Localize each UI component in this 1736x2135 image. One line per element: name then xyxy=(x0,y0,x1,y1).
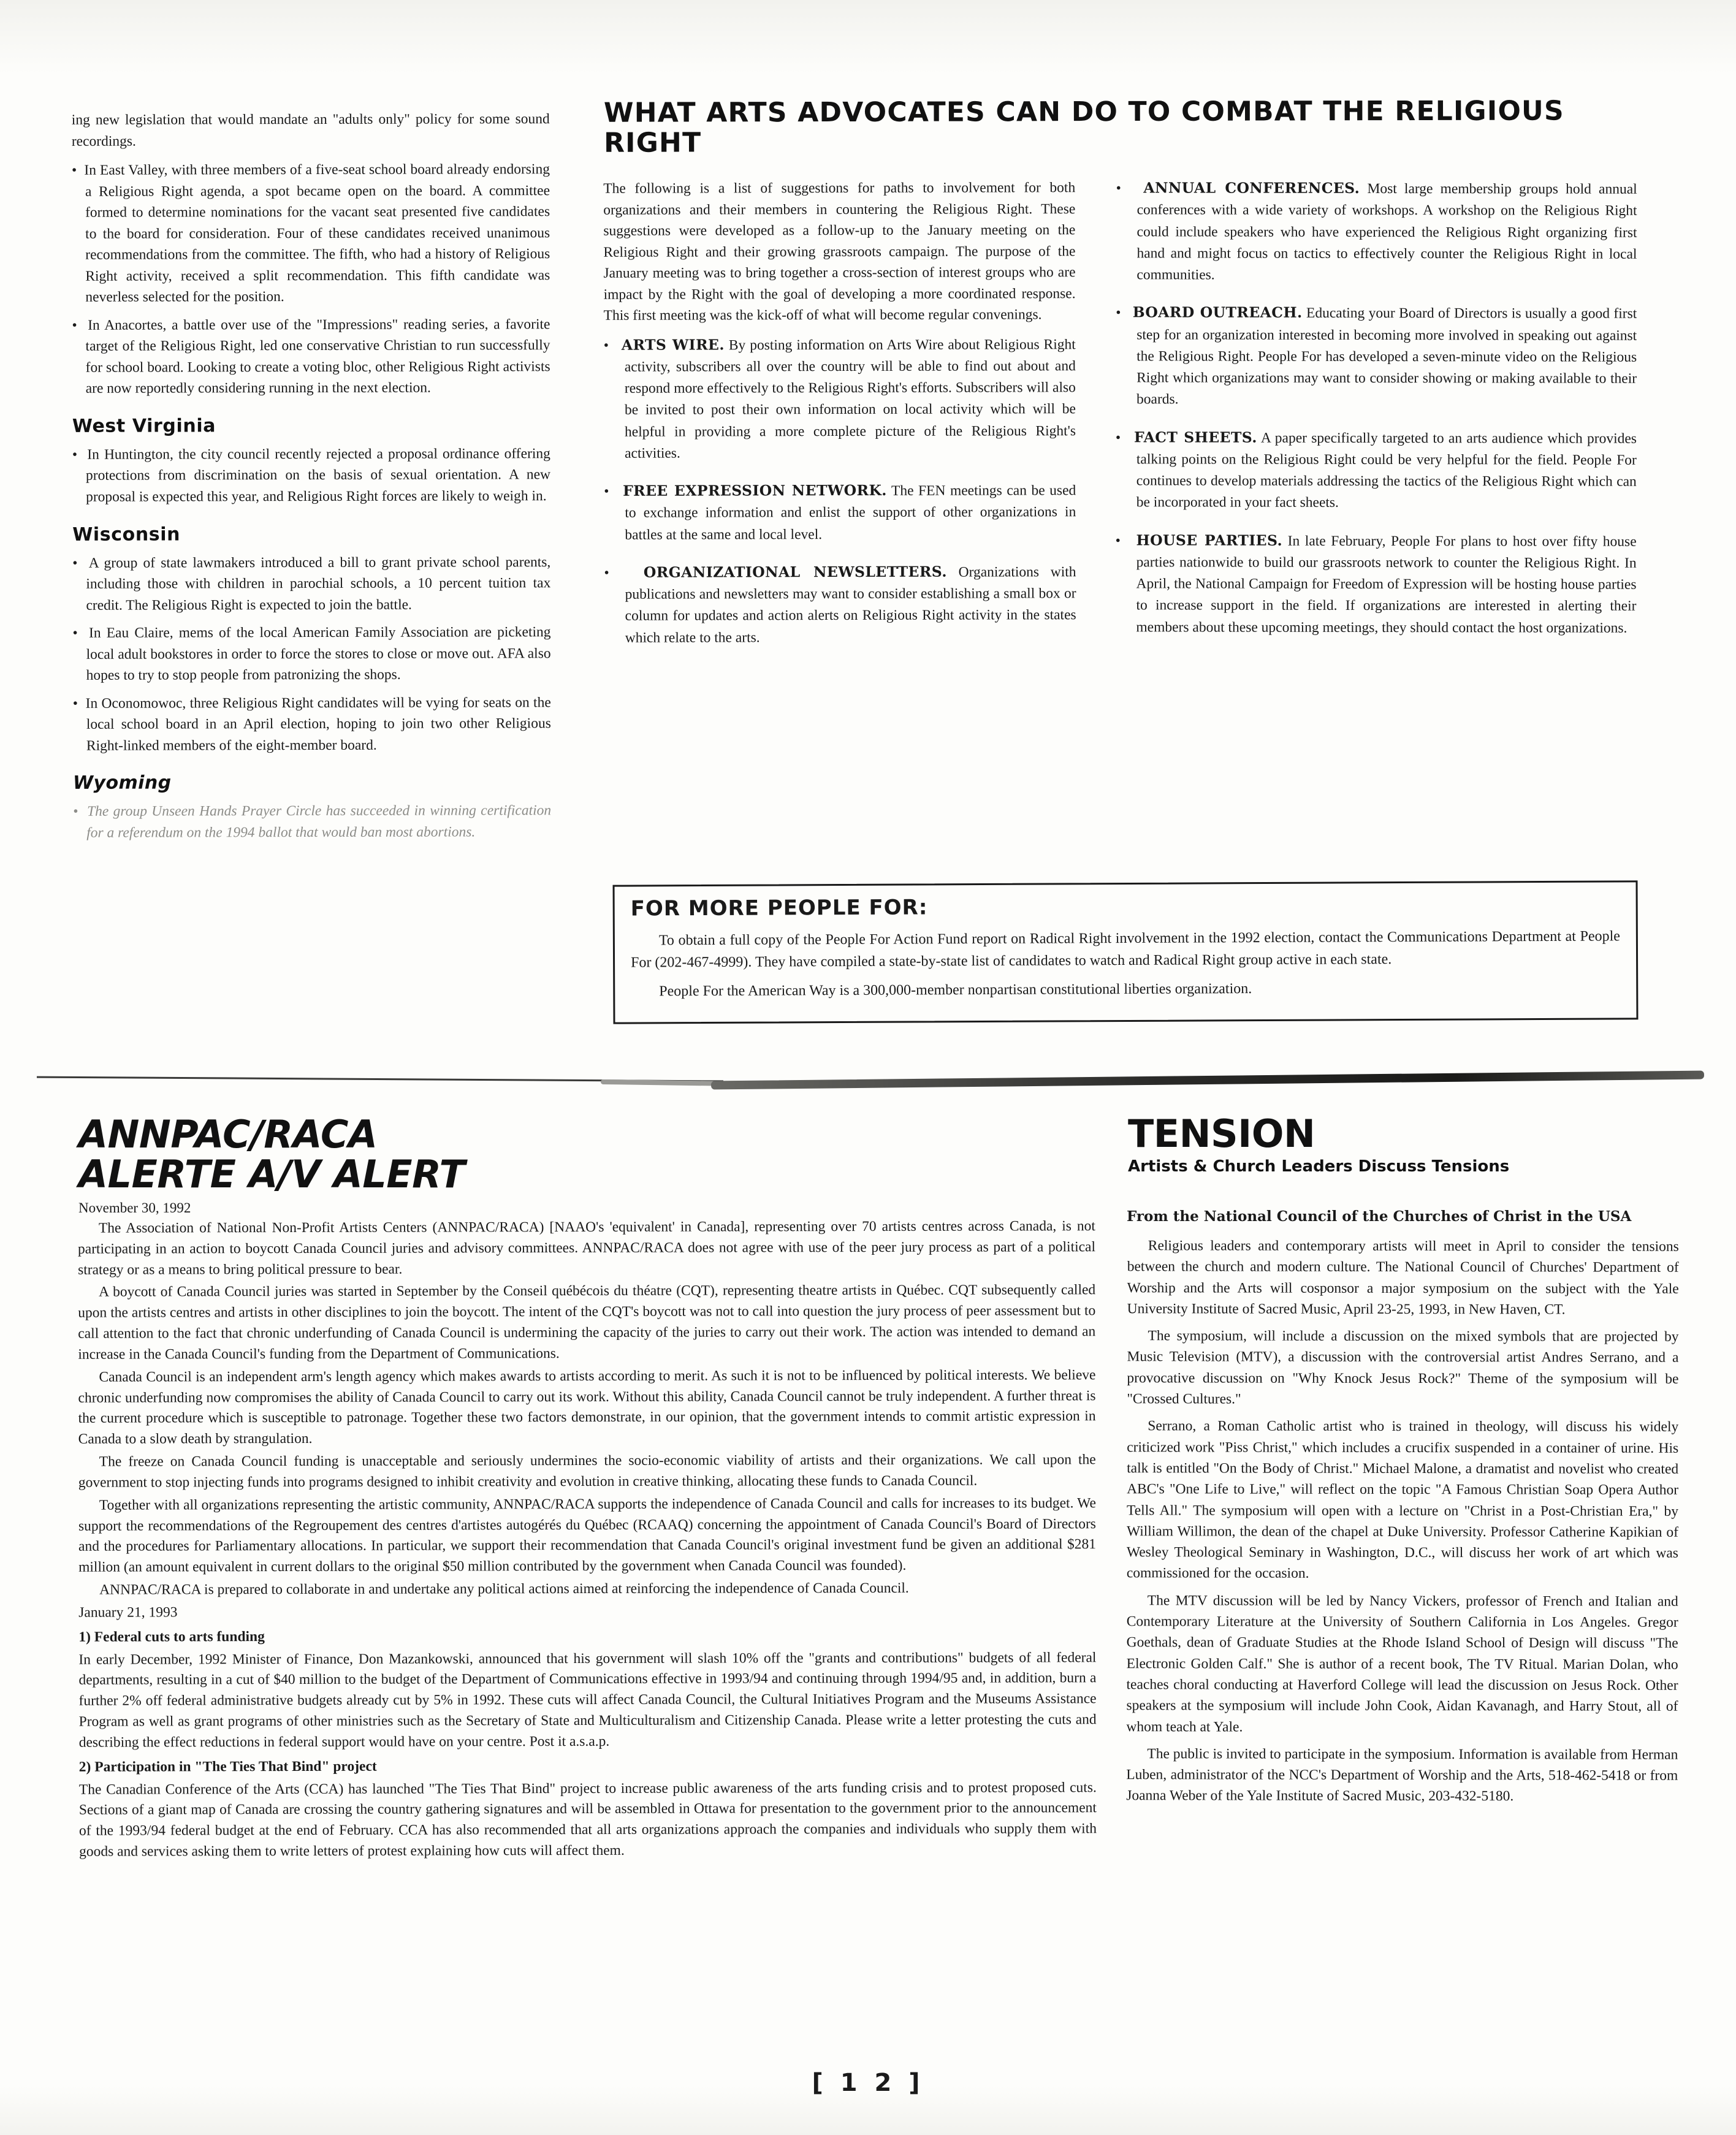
advocacy-item-lead: ANNUAL CONFERENCES. xyxy=(1143,179,1360,197)
advocacy-item-lead: HOUSE PARTIES. xyxy=(1136,531,1283,549)
advocacy-item xyxy=(1115,530,1636,639)
advocacy-item-lead: ORGANIZATIONAL NEWSLETTERS. xyxy=(643,563,947,581)
state-bullet: • In Huntington, the city council recently rejected a proposal ordinance offering protections from discrimination on the basis of sexual orientation. A new proposal is expected this year, and Religious Right forces are likely to weigh in. xyxy=(72,443,550,508)
page-number: [ 1 2 ] xyxy=(812,2069,924,2097)
advocacy-item-text: Organizations with publications and newsletters may want to consider establishing a small box or column for updates and action alerts on Religious Right activity in the states which relate to the arts. xyxy=(625,564,1076,646)
annpac-paragraph: The freeze on Canada Council funding is unacceptable and seriously undermines the socio-economic viability of artists and their organizations. We call upon the government to stop injecting funds into programs designed to inhibit creativity and evolution in creative thinking, allocating these funds to Canada Council. xyxy=(78,1452,1096,1491)
annpac-paragraph: ANNPAC/RACA is prepared to collaborate in and undertake any political actions aimed at reinforcing the independence of Canada Council. xyxy=(99,1580,909,1598)
lower-article-block xyxy=(0,1097,1736,2135)
annpac-body xyxy=(78,1216,1097,1864)
annpac-subsection-text: The Canadian Conference of the Arts (CCA) has launched "The Ties That Bind" project to increase public awareness of the arts funding crisis and to protest proposed cuts. Sections of a giant map of Canada are crossing the country gathering signatures and will be assembled in Ottawa for presentation to the government prior to the announcement of the 1993/94 federal budget at the end of February. CCA has also recommended that all arts organizations approach the companies and individuals who supply them with goods and services asking them to write letters of protest explaining how cuts will affect them. xyxy=(78,1779,1097,1860)
tension-paragraph: Religious leaders and contemporary artists will meet in April to consider the tensions between the church and modern culture. The National Council of Churches' Department of Worship and the Arts will cosponsor a major symposium on the subject with the Yale University Institute of Sacred Music, April 23-25, 1993, in New Haven, CT. xyxy=(1127,1238,1679,1318)
torn-paper-divider xyxy=(0,1064,1736,1100)
tension-paragraph: Serrano, a Roman Catholic artist who is trained in theology, will discuss his widely criticized work "Piss Christ," which includes a crucifix suspended in a container of urine. His talk is entitled "On the Body of Christ." Michael Malone, a dramatist and novelist who created ABC's "One Life to Live," will reflect on the topic "A Famous Christian Soap Opera Author Tells All." The symposium will open with a lecture on "Christ in a Post-Christian Era," by William Willimon, the dean of the chapel at Duke University. Professor Catherine Kapikian of Wesley Theological Seminary in Washington, D.C., will discuss her work of art which was commissioned for the occasion. xyxy=(1126,1418,1679,1582)
state-bullet: • In East Valley, with three members of a five-seat school board already endorsing a Religious Right agenda, a spot became open on the board. A committee formed to determine nominations for the vacant seat presented five candidates to the board for consideration. Four of these candidates received unanimous recommendations from the committee. The fifth, who had a history of Religious Right activity, received a split recommendation. This fifth candidate was neverless selected for the position. xyxy=(72,159,550,308)
annpac-subheading: 1) Federal cuts to arts funding xyxy=(78,1628,265,1645)
state-heading-wyoming: Wyoming xyxy=(73,772,172,794)
tension-body xyxy=(1126,1235,1679,1813)
advocacy-item-text: By posting information on Arts Wire about Religious Right activity, subscribers all over the country will be able to find out about and respond more effectively to the Religious Right's efforts. Subscribers will also be invited to post their own information on local activity which will be helpful in providing a more complete picture of the Religious Right's activities. xyxy=(624,336,1076,462)
for-more-info-box xyxy=(613,880,1639,1024)
annpac-paragraph: Canada Council is an independent arm's length agency which makes awards to artists according to merit. As such it is not to be influenced by political interests. We believe chronic underfunding now compromises the ability of Canada Council to carry out its work. Without this ability, Canada Council cannot be truly independent. A further threat is the current procedure which is susceptible to patronage. Together these two factors demonstrate, in our opinion, that the government intends to commit artistic expression in Canada to a slow death by strangulation. xyxy=(78,1367,1096,1448)
advocacy-item xyxy=(1116,177,1637,287)
advocacy-item-text: Educating your Board of Directors is usually a good first step for an organization interested in becoming more involved in speaking out against the Religious Right. People For has developed a seven-minute video on the Religious Right which organizations may want to consider showing or making available to their boards. xyxy=(1136,305,1637,408)
for-more-box-title: FOR MORE PEOPLE FOR: xyxy=(630,895,928,921)
advocacy-item xyxy=(604,561,1076,649)
tension-subtitle: Artists & Church Leaders Discuss Tensions xyxy=(1128,1157,1510,1176)
annpac-title-line2: ALERTE A/V ALERT xyxy=(78,1152,465,1197)
annpac-title-line1: ANNPAC/RACA xyxy=(78,1112,378,1157)
advocacy-item xyxy=(604,479,1076,546)
tension-paragraph: The public is invited to participate in the symposium. Information is available from Herman Luben, administrator of the NCC's Department of Worship and the Arts, 518-462-5418 or from Joanna Weber of the Yale Institute of Sacred Music, 203-432-5180. xyxy=(1126,1746,1678,1805)
annpac-paragraph: Together with all organizations representing the artistic community, ANNPAC/RACA supports the independence of Canada Council and calls for increases to its budget. We support the recommendations of the Regroupement des centres d'artistes autogérés du Québec (RCAAQ) concerning the appointment of Canada Council's Board of Directors and the procedures for Parliamentary allocations. In particular, we support their recommendation that Canada Council's original investment fund be given an additional $281 million (an amount equivalent in current dollars to the original $50 million contributed by the government when Canada Council was founded). xyxy=(78,1495,1097,1575)
continued-paragraph: ing new legislation that would mandate an "adults only" policy for some sound recordings. xyxy=(71,111,550,150)
left-column-state-roundup xyxy=(72,108,552,850)
advocacy-item-lead: BOARD OUTREACH. xyxy=(1132,303,1303,322)
feature-intro: The following is a list of suggestions for paths to involvement for both organizations and their members in countering the Religious Right. These suggestions were developed as a follow-up to the January meeting on the Religious Right and their growing grassroots campaign. The purpose of the January meeting was to bring together a cross-section of interest groups who are impact by the Right with the goal of developing a more coordinated response. This first meeting was the kick-off of what will become regular convenings. xyxy=(603,180,1076,324)
feature-middle-column xyxy=(603,177,1076,665)
state-bullet: • In Oconomowoc, three Religious Right candidates will be vying for seats on the local school board in an April election, hoping to join two other Religious Right-linked members of the eight-member board. xyxy=(73,692,551,756)
tension-source-line: From the National Council of the Churches of Christ in the USA xyxy=(1127,1208,1632,1225)
annpac-subheading: 2) Participation in "The Ties That Bind" project xyxy=(78,1758,377,1775)
advocacy-item-text: In late February, People For plans to host over fifty house parties nationwide to build our grassroots network to counter the Religious Right. In April, the National Campaign for Freedom of Expression will be hosting house parties to increase support in the field. If organizations are interested in alerting their members about these upcoming meetings, they should contact the host organizations. xyxy=(1136,533,1637,636)
feature-headline: WHAT ARTS ADVOCATES CAN DO TO COMBAT THE RELIGIOUS RIGHT xyxy=(603,95,1564,159)
annpac-masthead xyxy=(78,1112,949,1197)
advocacy-item xyxy=(1116,427,1637,514)
annpac-subsection-text: In early December, 1992 Minister of Finance, Don Mazankowski, announced that his government will slash 10% off the "grants and contributions" budgets of all federal departments, resulting in a cut of $40 million to the budget of the Department of Communications effective in 1993/94 and continuing through 1994/95 and, in addition, burn a further 2% off federal administrative budgets already cut by 5% in 1992. These cuts will affect Canada Council, the Cultural Initiatives Program and the Museums Assistance Program as well as grant programs of other ministries such as the Secretary of State and Multiculturalism and Citizenship Canada. Please write a letter protesting the cuts and describing the effect reductions in federal support would have on your centre. Post it a.s.a.p. xyxy=(78,1649,1097,1751)
for-more-box-paragraph: To obtain a full copy of the People For Action Fund report on Radical Right involvement in the 1992 election, contact the Communications Department at People For (202-467-4999). They have compiled a state-by-state list of candidates to watch and Radical Right group active in each state. xyxy=(631,928,1620,971)
advocacy-item-text: The FEN meetings can be used to exchange information and enlist the support of other organizations in battles at the same and local level. xyxy=(625,482,1076,543)
annpac-paragraph: The Association of National Non-Profit Artists Centers (ANNPAC/RACA) [NAAO's 'equivalent' in Canada], representing over 70 artists centres across Canada, is not participating in an action to boycott Canada Council juries and advisory committees. ANNPAC/RACA does not agree with use of the peer jury process as part of a political strategy or as a means to bring political pressure to bear. xyxy=(77,1218,1096,1278)
state-bullet: • The group Unseen Hands Prayer Circle has succeeded in winning certification for a referendum on the 1994 ballot that would ban most abortions. xyxy=(73,800,551,843)
advocacy-item-lead: FACT SHEETS. xyxy=(1133,428,1257,446)
state-heading-wisconsin: Wisconsin xyxy=(72,523,181,546)
feature-right-column xyxy=(1115,177,1637,655)
state-bullet: • In Anacortes, a battle over use of the "Impressions" reading series, a favorite target of the Religious Right, led one conservative Christian to run successfully for school board. Looking to create a voting bloc, other Religious Right activists are now reportedly considering running in the next election. xyxy=(72,314,550,400)
advocacy-item-text: Most large membership groups hold annual conferences with a wide variety of workshops. A workshop on the Religious Right could include speakers who have experienced the Religious Right organizing first hand and might focus on tactics to effectively counter the Religious Right in local communities. xyxy=(1136,180,1637,283)
state-bullet: • A group of state lawmakers introduced a bill to grant private school parents, including those with children in parochial schools, a 10 percent tuition tax credit. The Religious Right is expected to join the battle. xyxy=(72,552,550,616)
advocacy-item xyxy=(1116,302,1637,412)
tension-masthead: TENSION xyxy=(1128,1111,1315,1156)
advocacy-item-lead: FREE EXPRESSION NETWORK. xyxy=(623,482,887,500)
tension-paragraph: The symposium, will include a discussion on the mixed symbols that are projected by Music Television (MTV), a discussion with the controversial artist Andres Serrano, and a provocative discussion on "Why Knock Jesus Rock?" Theme of the symposium will be "Crossed Cultures." xyxy=(1127,1328,1679,1407)
annpac-paragraph: A boycott of Canada Council juries was started in September by the Conseil québécois du théatre (CQT), representing theatre artists in Québec. CQT subsequently called upon the artists centres and artists in other disciplines to join the boycott. The intent of the CQT's boycott was not to call into question the jury process of peer assessment but to call attention to the fact that chronic underfunding of Canada Council is undermining the capacity of the juries to carry out their work. The action was intended to demand an increase in the Canada Council's funding from the Department of Communications. xyxy=(78,1282,1096,1363)
tension-paragraph: The MTV discussion will be led by Nancy Vickers, professor of French and Italian and Contemporary Literature at the University of Southern California in Los Angeles. Gregor Goethals, dean of Graduate Studies at the Rhode Island School of Design will discuss "The Electronic Golden Calf." She is author of a recent book, The TV Ritual. Marian Dolan, who teaches choral conducting at Haverford College will lead the discussion on Jesus Rock. Other speakers at the symposium will include John Cook, Aidan Kavanagh, and Harry Stout, all of whom teach at Yale. xyxy=(1126,1593,1678,1735)
advocacy-item-lead: ARTS WIRE. xyxy=(621,336,725,354)
state-bullet: • In Eau Claire, mems of the local American Family Association are picketing local adult bookstores in order to force the stores to close or move out. AFA also hopes to try to stop people from patronizing the shops. xyxy=(72,622,550,686)
state-heading-west-virginia: West Virginia xyxy=(72,415,216,437)
for-more-box-footnote: People For the American Way is a 300,000-member nonpartisan constitutional liberties organization. xyxy=(659,981,1252,1000)
advocacy-item xyxy=(604,333,1076,465)
advocacy-item-text: A paper specifically targeted to an arts audience which provides talking points on the Religious Right could be very helpful for the field. People For continues to develop materials addressing the tactics of the Religious Right which can be incorporated in your fact sheets. xyxy=(1136,430,1637,511)
annpac-date: November 30, 1992 xyxy=(78,1200,191,1216)
annpac-date-second: January 21, 1993 xyxy=(78,1604,178,1621)
